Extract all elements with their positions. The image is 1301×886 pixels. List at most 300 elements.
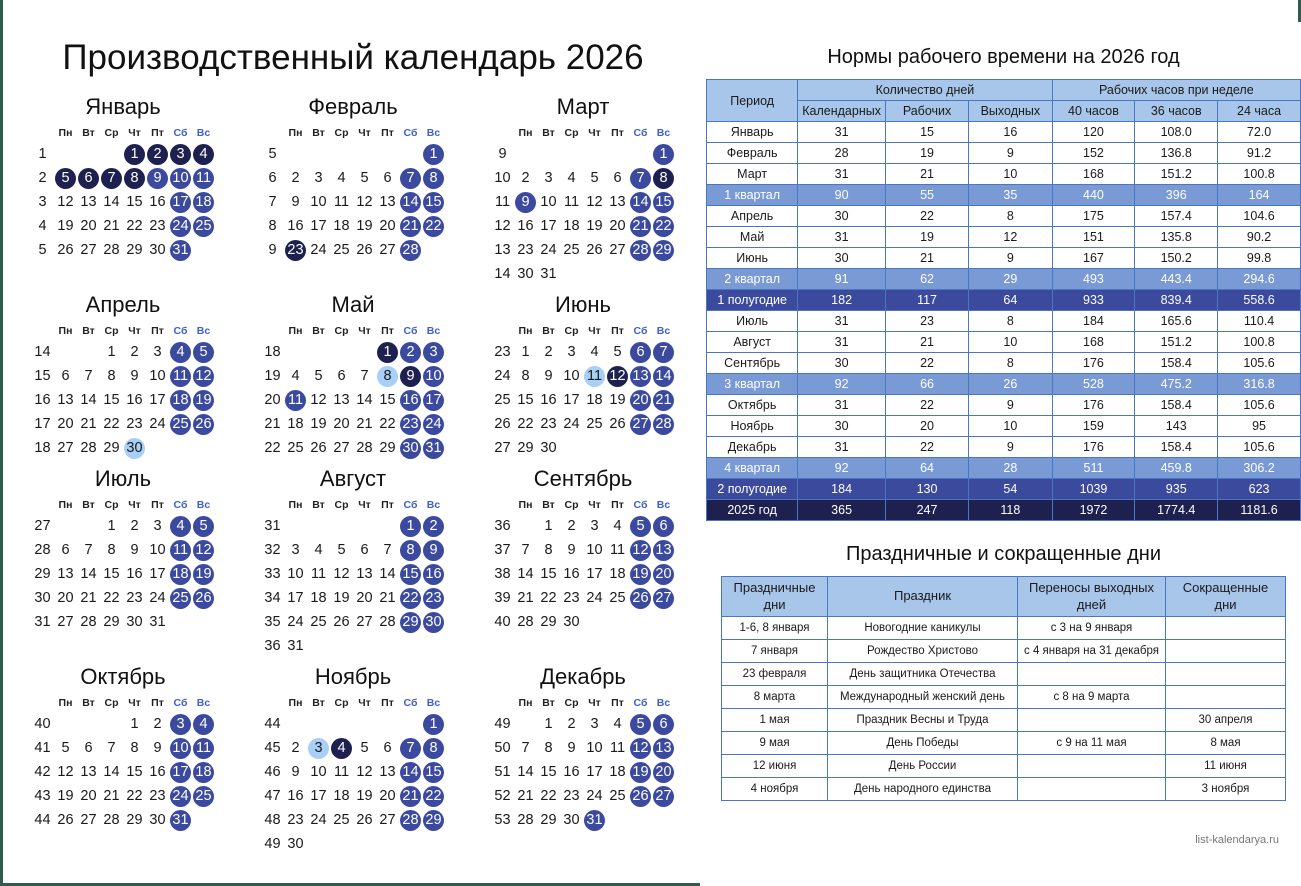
norms-value: 528 [1052,374,1135,395]
day-cell-work: 12 [356,763,373,780]
norms-header-days-group: Количество дней [798,80,1052,101]
day-cell-work: 20 [80,217,97,234]
day-31 [169,238,192,262]
weekday-header-чт: Чт [128,127,141,139]
day-cell-weekend: 7 [653,342,674,363]
weekday-header-сб: Сб [403,127,418,139]
weekday-header-вс: Вс [656,499,671,511]
day-cell-work: 24 [149,415,166,432]
day-9 [284,760,307,784]
day-cell-holiday: 3 [170,144,191,165]
day-cell-work: 29 [126,241,143,258]
week-row [261,340,445,364]
day-25 [330,238,353,262]
day-cell-work: 28 [356,439,373,456]
day-2 [560,514,583,538]
norms-period-label: Январь [707,122,798,143]
day-12 [606,364,629,388]
day-17 [169,190,192,214]
week-number: 5 [268,146,277,162]
norms-value: 306.2 [1218,458,1301,479]
weekday-header-вт: Вт [82,499,95,511]
day-cell-weekend: 19 [630,564,651,585]
day-13 [77,190,100,214]
day-20 [77,784,100,808]
day-19 [307,412,330,436]
month-block [238,292,468,460]
norms-value: 72.0 [1218,122,1301,143]
month-name: Октябрь [80,664,166,689]
norms-value: 511 [1052,458,1135,479]
holidays-cell-dates: 9 мая [722,732,828,755]
day-28 [77,436,100,460]
day-cell-weekend: 11 [193,738,214,759]
day-empty [54,712,77,736]
day-cell-work: 16 [126,391,143,408]
week-number: 40 [34,716,51,732]
day-empty [169,436,192,460]
day-24 [422,412,445,436]
day-cell-work: 5 [360,169,369,186]
day-cell-work: 30 [287,835,304,852]
weekday-header-вс: Вс [656,697,671,709]
week-number: 24 [494,368,511,384]
day-3 [146,340,169,364]
week-number: 53 [494,812,511,828]
weekday-header-вт: Вт [542,697,555,709]
day-cell-work: 20 [57,589,74,606]
day-cell-work: 8 [130,739,139,756]
norms-row-half [707,479,1301,500]
holidays-header-4: Сокращенные дни [1166,577,1286,617]
day-cell-work: 31 [287,637,304,654]
day-cell-work: 10 [287,565,304,582]
day-cell-work: 7 [521,541,530,558]
month-table [491,124,675,286]
day-cell-work: 21 [356,415,373,432]
week-number: 51 [494,764,511,780]
week-row [491,190,675,214]
norms-value: 1774.4 [1135,500,1218,521]
day-cell-weekend: 6 [653,516,674,537]
day-12 [353,760,376,784]
day-12 [54,760,77,784]
day-cell-work: 30 [517,265,534,282]
day-cell-work: 16 [563,565,580,582]
week-row [491,586,675,610]
day-cell-work: 30 [149,811,166,828]
norms-value: 120 [1052,122,1135,143]
day-26 [353,238,376,262]
weekday-header-ср: Ср [334,499,349,511]
day-cell-weekend: 1 [423,714,444,735]
day-16 [284,784,307,808]
norms-subheader: 24 часа [1218,101,1301,122]
day-cell-work: 28 [80,439,97,456]
norms-subheader: Календарных [798,101,886,122]
norms-row-month [707,164,1301,185]
month-table [491,496,675,634]
day-empty [422,634,445,658]
day-19 [54,214,77,238]
day-cell-work: 10 [310,763,327,780]
holidays-cell-transfer: с 4 января на 31 декабря [1018,640,1166,663]
week-row [491,736,675,760]
day-cell-work: 15 [103,391,120,408]
day-6 [376,736,399,760]
day-cell-weekend: 24 [423,414,444,435]
norms-value: 151 [1052,227,1135,248]
week-number: 12 [494,218,511,234]
day-cell-work: 24 [149,589,166,606]
day-cell-work: 24 [310,811,327,828]
norms-value: 136.8 [1135,143,1218,164]
day-cell-work: 9 [130,367,139,384]
holidays-cell-transfer [1018,755,1166,778]
day-cell-work: 6 [360,541,369,558]
day-cell-work: 8 [107,367,116,384]
norms-row-month [707,248,1301,269]
day-cell-weekend: 4 [170,516,191,537]
day-16 [399,388,422,412]
norms-value: 35 [969,185,1053,206]
norms-value: 143 [1135,416,1218,437]
day-cell-work: 28 [379,613,396,630]
day-7 [353,364,376,388]
weekday-header-пт: Пт [381,697,394,709]
day-cell-work: 18 [287,415,304,432]
day-cell-weekend: 8 [400,540,421,561]
day-1 [422,142,445,166]
day-cell-work: 1 [544,715,553,732]
day-6 [54,364,77,388]
weekday-header-чт: Чт [588,325,601,337]
day-28 [399,808,422,832]
day-cell-work: 7 [521,739,530,756]
day-cell-weekend: 11 [285,390,306,411]
week-number: 31 [34,614,51,630]
week-number: 26 [494,416,511,432]
weekday-header-чт: Чт [358,697,371,709]
day-cell-work: 8 [544,541,553,558]
month-block [8,292,238,460]
day-cell-work: 13 [356,565,373,582]
week-row [261,364,445,388]
norms-value: 168 [1052,332,1135,353]
day-cell-work: 25 [563,241,580,258]
day-cell-work: 14 [517,763,534,780]
day-12 [192,538,215,562]
week-row [31,610,215,634]
day-20 [606,214,629,238]
day-10 [284,562,307,586]
day-cell-work: 26 [310,439,327,456]
weekday-header-ср: Ср [564,127,579,139]
day-cell-weekend: 5 [193,342,214,363]
day-cell-work: 26 [57,811,74,828]
day-cell-work: 3 [567,343,576,360]
week-row [261,190,445,214]
norms-value: 66 [885,374,968,395]
day-22 [537,784,560,808]
day-23 [284,808,307,832]
week-number: 44 [264,716,281,732]
day-5 [54,736,77,760]
day-21 [100,214,123,238]
day-cell-work: 20 [609,217,626,234]
day-7 [77,364,100,388]
day-3 [422,340,445,364]
day-cell-weekend: 22 [653,216,674,237]
holidays-row [722,686,1286,709]
day-cell-work: 2 [130,517,139,534]
day-cell-weekend: 21 [630,216,651,237]
day-cell-weekend: 20 [653,564,674,585]
day-4 [606,712,629,736]
day-cell-weekend: 22 [423,786,444,807]
day-cell-work: 16 [126,565,143,582]
holidays-cell-name: День Победы [828,732,1018,755]
day-cell-work: 14 [103,763,120,780]
day-24 [307,808,330,832]
day-29 [123,238,146,262]
day-16 [560,562,583,586]
day-cell-holiday: 8 [124,168,145,189]
day-cell-work: 30 [149,241,166,258]
week-number-header [31,124,54,142]
holidays-cell-dates: 12 июня [722,755,828,778]
day-empty [399,634,422,658]
weekday-header-чт: Чт [588,499,601,511]
day-2 [146,712,169,736]
day-29 [537,808,560,832]
day-cell-work: 1 [107,517,116,534]
day-cell-work: 5 [360,739,369,756]
day-cell-weekend: 29 [400,612,421,633]
day-cell-weekend: 21 [400,216,421,237]
norms-value: 19 [885,227,968,248]
day-cell-weekend: 18 [193,762,214,783]
day-30 [123,610,146,634]
week-row [491,214,675,238]
holidays-row [722,617,1286,640]
day-empty [652,436,675,460]
day-cell-work: 17 [287,589,304,606]
day-29 [100,610,123,634]
weekday-header-пт: Пт [381,127,394,139]
norms-period-label: Декабрь [707,437,798,458]
day-empty [353,514,376,538]
week-number: 5 [38,242,47,258]
day-cell-work: 6 [383,169,392,186]
week-number-header [31,496,54,514]
week-number: 42 [34,764,51,780]
week-number: 49 [264,836,281,852]
norms-value: 294.6 [1218,269,1301,290]
day-cell-work: 10 [540,193,557,210]
day-14 [652,364,675,388]
day-cell-work: 14 [103,193,120,210]
day-cell-weekend: 5 [630,714,651,735]
day-cell-work: 11 [333,763,350,780]
week-number-header [261,124,284,142]
weekday-header-сб: Сб [633,499,648,511]
day-cell-work: 26 [586,241,603,258]
day-cell-work: 12 [356,193,373,210]
day-6 [606,166,629,190]
day-cell-work: 12 [310,391,327,408]
norms-value: 443.4 [1135,269,1218,290]
day-cell-work: 9 [153,739,162,756]
day-cell-work: 25 [287,439,304,456]
day-cell-work: 14 [356,391,373,408]
month-name: Сентябрь [533,466,633,491]
day-cell-work: 16 [517,217,534,234]
weekday-header-пн: Пн [58,325,73,337]
holidays-row [722,709,1286,732]
day-13 [330,388,353,412]
norms-value: 105.6 [1218,353,1301,374]
week-number: 18 [264,344,281,360]
norms-value: 31 [798,332,886,353]
day-cell-work: 8 [521,367,530,384]
month-table [31,322,215,460]
day-cell-work: 19 [356,787,373,804]
holidays-cell-short: 30 апреля [1166,709,1286,732]
day-empty [77,514,100,538]
norms-period-label: Март [707,164,798,185]
weekday-header-ср: Ср [334,127,349,139]
day-1 [123,142,146,166]
day-empty [376,832,399,856]
day-29 [123,808,146,832]
day-31 [284,634,307,658]
weekday-header-сб: Сб [633,127,648,139]
week-row [491,262,675,286]
day-cell-work: 29 [126,811,143,828]
day-cell-weekend: 9 [423,540,444,561]
day-cell-weekend: 15 [423,762,444,783]
holidays-cell-name: Праздник Весны и Труда [828,709,1018,732]
day-18 [284,412,307,436]
day-31 [422,436,445,460]
day-empty [629,262,652,286]
day-4 [169,514,192,538]
day-11 [192,166,215,190]
day-cell-work: 10 [586,739,603,756]
norms-value: 64 [969,290,1053,311]
day-31 [583,808,606,832]
weekday-header-вс: Вс [426,325,441,337]
day-10 [560,364,583,388]
norms-value: 95 [1218,416,1301,437]
day-cell-weekend: 1 [400,516,421,537]
day-cell-work: 14 [80,391,97,408]
day-14 [100,190,123,214]
week-row [491,364,675,388]
day-cell-weekend: 12 [193,540,214,561]
norms-value: 176 [1052,437,1135,458]
day-cell-weekend: 9 [515,192,536,213]
norms-value: 92 [798,458,886,479]
day-cell-work: 25 [333,811,350,828]
day-15 [652,190,675,214]
holidays-header-3: Переносы выходных дней [1018,577,1166,617]
month-block [8,94,238,286]
norms-row-month [707,206,1301,227]
day-cell-work: 29 [103,439,120,456]
day-cell-work: 10 [149,541,166,558]
day-cell-work: 19 [609,391,626,408]
holidays-cell-short: 11 июня [1166,755,1286,778]
month-name: Август [319,466,387,491]
day-21 [353,412,376,436]
week-number: 40 [494,614,511,630]
day-22 [123,214,146,238]
weekday-header-вс: Вс [426,127,441,139]
week-row [31,562,215,586]
day-24 [169,784,192,808]
norms-value: 176 [1052,395,1135,416]
day-empty [284,142,307,166]
day-cell-work: 30 [563,811,580,828]
day-6 [652,514,675,538]
day-3 [169,712,192,736]
day-18 [606,760,629,784]
day-20 [330,412,353,436]
norms-period-label: Май [707,227,798,248]
day-cell-work: 8 [107,541,116,558]
day-cell-work: 4 [314,541,323,558]
week-row [261,412,445,436]
day-cell-work: 14 [517,565,534,582]
day-12 [307,388,330,412]
day-9 [284,190,307,214]
norms-value: 1181.6 [1218,500,1301,521]
day-12 [583,190,606,214]
day-cell-work: 16 [540,391,557,408]
day-6 [629,340,652,364]
day-14 [77,562,100,586]
week-number: 27 [494,440,511,456]
day-cell-work: 23 [126,589,143,606]
day-cell-work: 11 [609,541,626,558]
month-block [468,466,698,658]
day-29 [100,436,123,460]
day-4 [192,142,215,166]
day-empty [560,436,583,460]
weekday-header-ср: Ср [104,127,119,139]
day-26 [629,784,652,808]
norms-value: 28 [969,458,1053,479]
day-cell-work: 17 [310,217,327,234]
day-cell-work: 16 [149,193,166,210]
day-empty [353,142,376,166]
day-cell-work: 22 [540,589,557,606]
day-cell-work: 4 [337,169,346,186]
week-number-header [261,322,284,340]
norms-value: 62 [885,269,968,290]
day-cell-work: 21 [80,589,97,606]
day-30 [560,808,583,832]
day-10 [583,736,606,760]
day-cell-work: 29 [103,613,120,630]
day-22 [514,412,537,436]
day-cell-weekend: 10 [423,366,444,387]
norms-row-month [707,353,1301,374]
day-cell-work: 7 [360,367,369,384]
day-cell-work: 13 [379,193,396,210]
